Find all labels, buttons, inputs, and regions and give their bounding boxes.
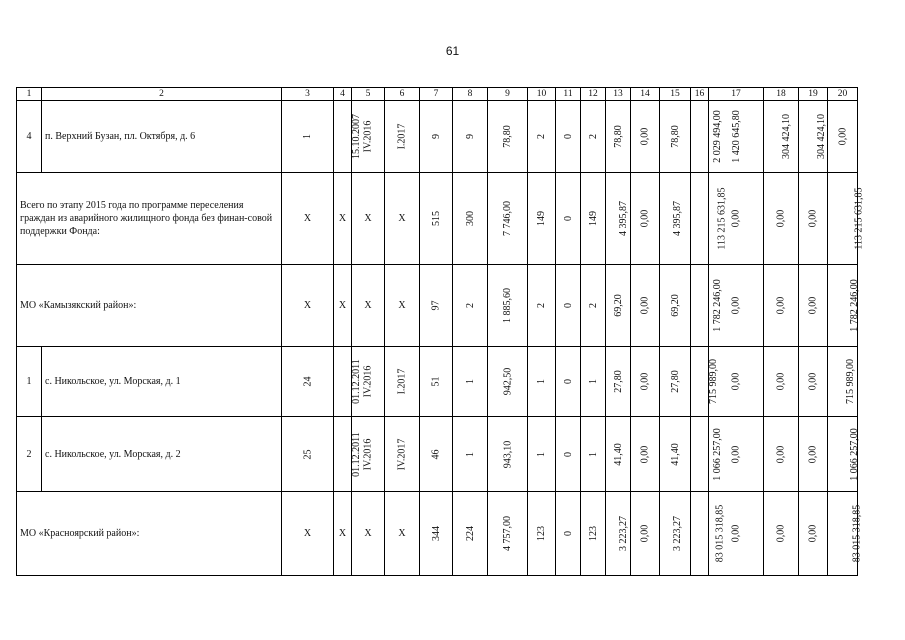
cell	[581, 492, 606, 576]
summary-label: Всего по этапу 2015 года по программе переселения граждан из аварийного жилищного фонда без финан-совой поддержки Фонда:	[17, 173, 282, 265]
cell	[528, 492, 556, 576]
address-cell: п. Верхний Бузан, пл. Октября, д. 6	[42, 101, 282, 173]
cell-value: 715 989,00	[708, 359, 719, 404]
cell-value: 46	[430, 449, 442, 459]
cell	[606, 492, 631, 576]
cell-value: 0,00	[730, 296, 742, 315]
cell-value: 97	[430, 300, 442, 311]
municipality-label: МО «Красноярский район»:	[17, 492, 282, 576]
cell-value: 0	[562, 216, 574, 221]
cell	[631, 492, 660, 576]
cell	[764, 347, 799, 417]
cell-value: 0,00	[775, 209, 787, 228]
cell	[581, 173, 606, 265]
cell-value: 41,40	[669, 442, 681, 466]
cell: Х	[385, 265, 420, 347]
cell-value: 1	[587, 379, 599, 384]
cell-value: 304 424,10	[781, 114, 792, 159]
cell: Х	[334, 173, 352, 265]
cell-value: 2	[587, 134, 599, 139]
cell	[420, 101, 453, 173]
cell	[528, 265, 556, 347]
cell	[420, 347, 453, 417]
cell-value: 0,00	[639, 445, 651, 463]
cell	[334, 101, 362, 173]
cell	[660, 417, 691, 492]
cell-value: 715 989,00	[845, 359, 856, 404]
cell	[282, 417, 334, 492]
cell-value: 2	[536, 134, 547, 139]
cell-value: 3 223,27	[672, 516, 683, 551]
cell-value: 3 223,27	[618, 516, 629, 551]
column-number-row	[17, 88, 858, 101]
cell-value: 27,80	[669, 370, 681, 393]
cell	[581, 101, 606, 173]
page-number: 61	[445, 44, 460, 58]
cell-value: 300	[464, 211, 476, 226]
address-cell: с. Никольское, ул. Морская, д. 2	[42, 417, 282, 492]
cell-value: 0,00	[807, 372, 819, 391]
cell-value: 0,00	[807, 524, 819, 543]
cell	[453, 492, 488, 576]
column-number: 11	[556, 88, 581, 101]
cell	[453, 417, 488, 492]
cell	[488, 265, 528, 347]
cell-value: IV.2016	[362, 438, 374, 470]
cell	[334, 417, 362, 492]
column-number: 4	[334, 88, 352, 101]
address-cell: с. Никольское, ул. Морская, д. 1	[42, 347, 282, 417]
cell	[660, 173, 691, 265]
cell-value: 0,00	[639, 524, 651, 543]
cell	[453, 347, 488, 417]
cell-value: 0,00	[639, 127, 651, 146]
cell-value: 1 420 645,80	[730, 110, 742, 163]
cell-value: 78,80	[669, 125, 681, 148]
cell: Х	[334, 492, 352, 576]
cell-value: 0,00	[730, 372, 742, 391]
cell-value: IV.2016	[362, 120, 374, 153]
table-row	[17, 173, 858, 265]
cell-value: 7 746,00	[502, 201, 513, 236]
cell-value: 1	[464, 451, 476, 457]
table-row	[17, 265, 858, 347]
cell	[660, 492, 691, 576]
cell: Х	[282, 173, 334, 265]
cell	[556, 492, 581, 576]
cell	[691, 173, 728, 265]
cell-value: 0	[562, 134, 574, 139]
cell-value: 1	[464, 379, 476, 384]
cell	[581, 347, 606, 417]
column-number: 6	[385, 88, 420, 101]
cell	[606, 101, 631, 173]
cell-value: 224	[464, 526, 476, 541]
column-number: 1	[17, 88, 42, 101]
cell	[556, 417, 581, 492]
cell	[581, 417, 606, 492]
cell	[764, 265, 799, 347]
cell-value: 2	[464, 303, 476, 308]
cell-value: 515	[430, 211, 442, 226]
cell-value: 0,00	[807, 445, 819, 463]
table-row	[17, 347, 858, 417]
cell-value: 1	[536, 451, 547, 457]
column-number: 9	[488, 88, 528, 101]
cell	[453, 173, 488, 265]
cell-value: 304 424,10	[816, 114, 827, 159]
cell-value: 0,00	[639, 296, 651, 315]
cell-value: 83 015 318,85	[851, 504, 863, 563]
column-number: 12	[581, 88, 606, 101]
cell-value: 51	[430, 376, 442, 387]
cell	[691, 347, 719, 417]
column-number: 13	[606, 88, 631, 101]
cell	[488, 173, 528, 265]
cell-value: 942,50	[502, 367, 513, 396]
cell	[631, 101, 660, 173]
cell	[799, 265, 828, 347]
table-row	[17, 492, 858, 576]
row-number: 4	[17, 101, 42, 173]
cell: Х	[334, 265, 352, 347]
cell	[385, 347, 420, 417]
cell	[631, 265, 660, 347]
cell	[420, 417, 453, 492]
cell-value: 113 215 631,85	[853, 187, 865, 250]
cell-value: 4 395,87	[672, 201, 683, 236]
cell-value: 0,00	[775, 372, 787, 391]
column-number: 10	[528, 88, 556, 101]
cell-value: 69,20	[612, 294, 624, 317]
cell-value: 41,40	[612, 442, 624, 466]
cell	[764, 101, 799, 173]
cell	[282, 101, 334, 173]
cell	[606, 417, 631, 492]
column-number: 20	[828, 88, 858, 101]
cell-value: 9	[464, 134, 476, 139]
cell	[660, 265, 691, 347]
cell	[828, 173, 865, 265]
cell-value: 2 029 494,00	[711, 110, 723, 163]
column-number: 14	[631, 88, 660, 101]
cell-value: 0,00	[807, 296, 819, 315]
cell-value: 149	[536, 211, 547, 226]
cell	[691, 101, 723, 173]
cell	[488, 417, 528, 492]
cell	[488, 492, 528, 576]
cell	[385, 417, 420, 492]
cell-value: 4 395,87	[618, 201, 629, 236]
cell-value: 0,00	[730, 209, 742, 228]
cell-value: 0,00	[807, 209, 819, 228]
cell-value: 2	[536, 303, 547, 308]
cell	[660, 347, 691, 417]
cell-value: 69,20	[669, 294, 681, 317]
cell	[453, 101, 488, 173]
cell-value: 1	[536, 379, 547, 384]
cell-value: 344	[430, 526, 442, 541]
cell	[631, 417, 660, 492]
cell-value: 0,00	[775, 524, 787, 543]
cell-value: 83 015 318,85	[714, 504, 726, 563]
cell	[799, 417, 828, 492]
cell-value: IV.2016	[362, 365, 374, 398]
cell	[556, 265, 581, 347]
cell	[764, 417, 799, 492]
cell-value: 0,00	[837, 127, 848, 146]
cell-value: 1 782 246,00	[711, 279, 723, 332]
cell-value: 0	[562, 531, 574, 536]
column-number: 8	[453, 88, 488, 101]
cell-value: 25	[302, 449, 313, 459]
cell-value: I.2017	[396, 123, 408, 150]
cell-value: 0,00	[639, 372, 651, 391]
cell-value: 123	[536, 526, 547, 541]
cell-value: 1 782 246,00	[848, 279, 860, 332]
cell-value: 4 757,00	[502, 516, 513, 551]
cell	[556, 347, 581, 417]
row-number: 2	[17, 417, 42, 492]
cell-value: 0,00	[775, 445, 787, 463]
cell	[799, 347, 828, 417]
cell	[556, 101, 581, 173]
cell	[606, 265, 631, 347]
cell	[420, 173, 453, 265]
column-number: 7	[420, 88, 453, 101]
table-row	[17, 101, 858, 173]
cell-value: 1 066 257,00	[711, 427, 723, 481]
cell	[799, 101, 828, 173]
column-number: 15	[660, 88, 691, 101]
cell	[828, 101, 858, 173]
table-row	[17, 417, 858, 492]
column-number: 19	[799, 88, 828, 101]
cell	[334, 347, 362, 417]
cell-value: 0	[562, 303, 574, 308]
cell-value: 1	[587, 451, 599, 457]
cell	[556, 173, 581, 265]
cell: Х	[282, 492, 334, 576]
cell	[691, 492, 726, 576]
cell	[631, 347, 660, 417]
cell-value: IV.2017	[396, 438, 408, 470]
cell	[606, 347, 631, 417]
cell-value: 9	[430, 134, 442, 139]
cell-value: 0,00	[639, 209, 651, 228]
cell	[828, 492, 863, 576]
cell	[488, 347, 528, 417]
column-number: 3	[282, 88, 334, 101]
cell-value: 15.10.2007	[351, 114, 362, 159]
cell-value: 78,80	[502, 125, 513, 148]
cell: Х	[352, 265, 385, 347]
cell	[606, 173, 631, 265]
cell	[799, 492, 828, 576]
cell-value: 0	[562, 379, 574, 384]
cell	[420, 492, 453, 576]
column-number: 5	[352, 88, 385, 101]
column-number: 17	[709, 88, 764, 101]
cell-value: 01.12.2011	[350, 431, 362, 477]
cell	[385, 101, 420, 173]
cell-value: 2	[587, 303, 599, 308]
cell-value: 149	[587, 211, 599, 226]
cell: Х	[352, 492, 385, 576]
cell-value: 0,00	[730, 524, 742, 543]
cell-value: 24	[302, 376, 313, 387]
cell: Х	[352, 173, 385, 265]
cell-value: 113 215 631,85	[716, 187, 728, 250]
cell-value: 0,00	[730, 445, 742, 463]
cell-value: 27,80	[612, 370, 624, 393]
cell	[528, 417, 556, 492]
cell	[828, 265, 858, 347]
cell	[528, 101, 556, 173]
cell	[660, 101, 691, 173]
cell-value: 943,10	[502, 440, 513, 468]
cell-value: 0	[562, 451, 574, 457]
cell	[764, 492, 799, 576]
cell-value: 1 885,60	[502, 288, 513, 323]
cell	[828, 417, 858, 492]
cell	[488, 101, 528, 173]
cell	[691, 417, 723, 492]
cell: Х	[385, 492, 420, 576]
cell-value: 1	[302, 134, 313, 139]
cell	[453, 265, 488, 347]
cell	[691, 265, 723, 347]
cell-value: 0,00	[775, 296, 787, 315]
cell	[799, 173, 828, 265]
cell-value: I.2017	[396, 368, 408, 395]
register-table	[16, 87, 865, 576]
cell	[282, 347, 334, 417]
cell	[528, 347, 556, 417]
column-number: 16	[691, 88, 709, 101]
cell-value: 1 066 257,00	[848, 427, 860, 481]
cell	[631, 173, 660, 265]
municipality-label: МО «Камызякский район»:	[17, 265, 282, 347]
column-number: 18	[764, 88, 799, 101]
cell-value: 78,80	[612, 125, 624, 148]
cell	[828, 347, 858, 417]
cell	[528, 173, 556, 265]
cell	[581, 265, 606, 347]
cell: Х	[282, 265, 334, 347]
cell-value: 01.12.2011	[350, 359, 362, 404]
cell	[764, 173, 799, 265]
cell-value: 123	[587, 526, 599, 541]
cell	[420, 265, 453, 347]
column-number: 2	[42, 88, 282, 101]
row-number: 1	[17, 347, 42, 417]
cell: Х	[385, 173, 420, 265]
